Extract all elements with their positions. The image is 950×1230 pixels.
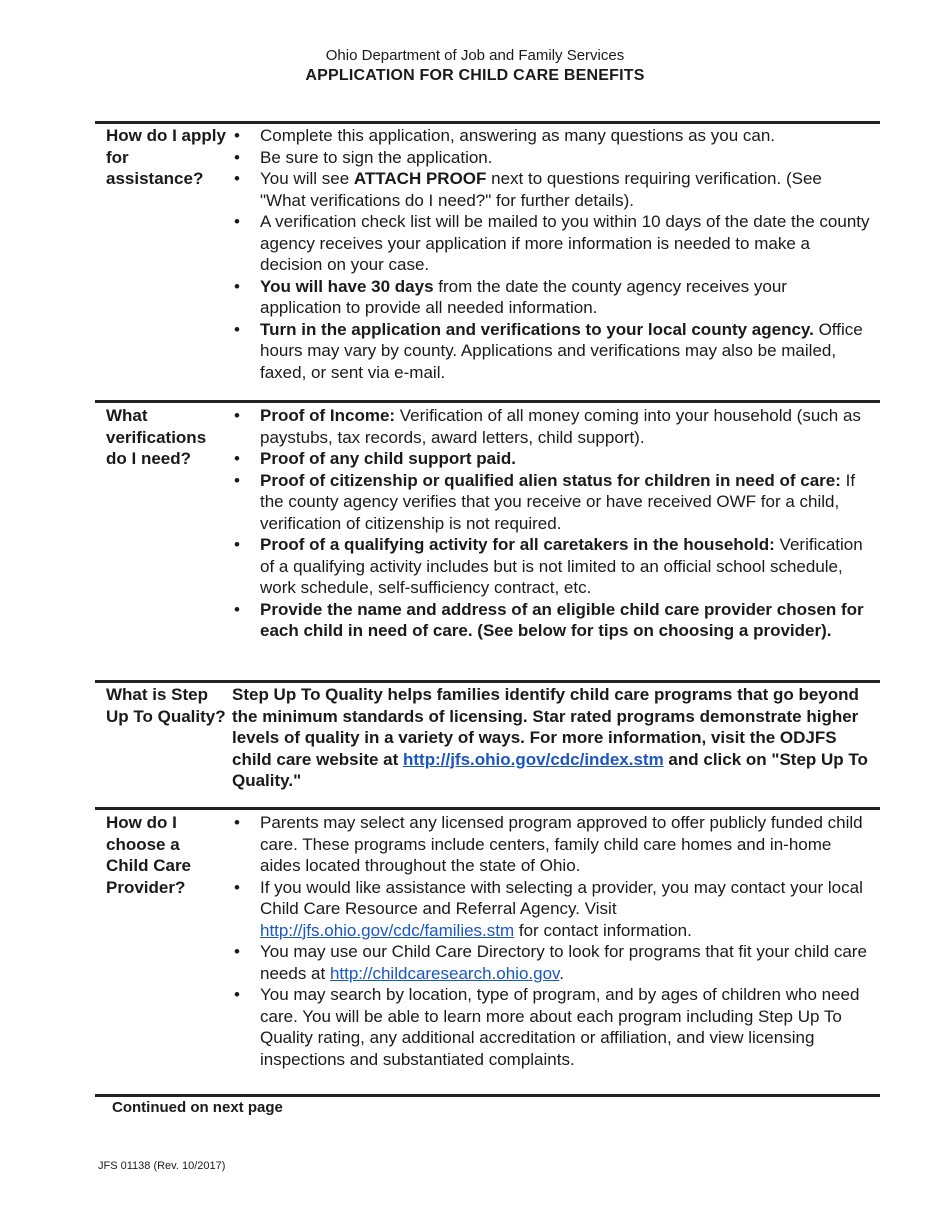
list-item: • If you would like assistance with selecting a provider, you may contact your local Child Care Resource and Referral Agency. Visit http://jfs.ohio.gov/cdc/families.stm for contact information. [232, 877, 872, 942]
question-apply: How do I apply for assistance? [106, 126, 226, 188]
form-title: APPLICATION FOR CHILD CARE BENEFITS [305, 67, 645, 84]
answer-sutq: Step Up To Quality helps families identify child care programs that go beyond the minimum standards of licensing. Star rated programs demonstrate higher levels of quality in a variety of ways. For more information, visit the ODJFS child care website at http://jfs.ohio.gov/cdc/index.stm and click on "Step Up To Quality." [232, 685, 868, 790]
list-item: • A verification check list will be mailed to you within 10 days of the date the county agency receives your application if more information is needed to make a decision on your case. [232, 211, 872, 276]
agency-name: Ohio Department of Job and Family Services [325, 47, 625, 64]
list-item: • Proof of citizenship or qualified alien status for children in need of care: If the county agency verifies that you receive or have received OWF for a child, verification of citizenship is not required. [232, 470, 872, 535]
families-link[interactable]: http://jfs.ohio.gov/cdc/families.stm [260, 920, 515, 940]
list-item: • Complete this application, answering as many questions as you can. [232, 125, 872, 147]
section-divider [95, 807, 880, 810]
list-item: • Turn in the application and verifications to your local county agency. Office hours may vary by county. Applications and verifications may also be mailed, faxed, or sent via e-mail. [232, 319, 872, 384]
verifications-list [232, 405, 872, 642]
question-choose-provider: How do I choose a Child Care Provider? [106, 813, 192, 897]
section-divider [95, 680, 880, 683]
continued-note: Continued on next page [112, 1099, 283, 1116]
list-item: • Provide the name and address of an eligible child care provider chosen for each child in need of care. (See below for tips on choosing a provider). [232, 599, 872, 642]
list-item: • Be sure to sign the application. [232, 147, 872, 169]
form-number: JFS 01138 (Rev. 10/2017) [98, 1160, 226, 1172]
sutq-link[interactable]: http://jfs.ohio.gov/cdc/index.stm [403, 749, 664, 769]
answer-choose-provider [232, 812, 872, 1070]
apply-list [232, 125, 872, 383]
list-item: • Proof of Income: Verification of all money coming into your household (such as paystubs, tax records, award letters, child support). [232, 405, 872, 448]
section-divider [95, 400, 880, 403]
question-sutq: What is Step Up To Quality? [106, 685, 226, 726]
list-item: • Proof of a qualifying activity for all caretakers in the household: Verification of a qualifying activity includes but is not limited to an official school schedule, work schedule, self-sufficiency contract, etc. [232, 534, 872, 599]
section-divider [95, 121, 880, 124]
provider-list [232, 812, 872, 1070]
answer-verifications [232, 405, 872, 642]
list-item: • You may search by location, type of program, and by ages of children who need care. You will be able to learn more about each program including Step Up To Quality rating, any additional accreditation or affiliation, and view licensing inspections and substantiated complaints. [232, 984, 872, 1070]
question-verifications: What verifications do I need? [106, 406, 207, 468]
childcaresearch-link[interactable]: http://childcaresearch.ohio.gov [329, 963, 560, 983]
answer-apply [232, 125, 872, 383]
list-item: • You will have 30 days from the date the county agency receives your application to provide all needed information. [232, 276, 872, 319]
list-item: • Parents may select any licensed program approved to offer publicly funded child care. These programs include centers, family child care homes and in-home aides located throughout the state of Ohio. [232, 812, 872, 877]
list-item: • You will see ATTACH PROOF next to questions requiring verification. (See "What verifications do I need?" for further details). [232, 168, 872, 211]
list-item: • You may use our Child Care Directory to look for programs that fit your child care needs at http://childcaresearch.ohio.gov. [232, 941, 872, 984]
section-divider [95, 1094, 880, 1097]
list-item: • Proof of any child support paid. [232, 448, 872, 470]
